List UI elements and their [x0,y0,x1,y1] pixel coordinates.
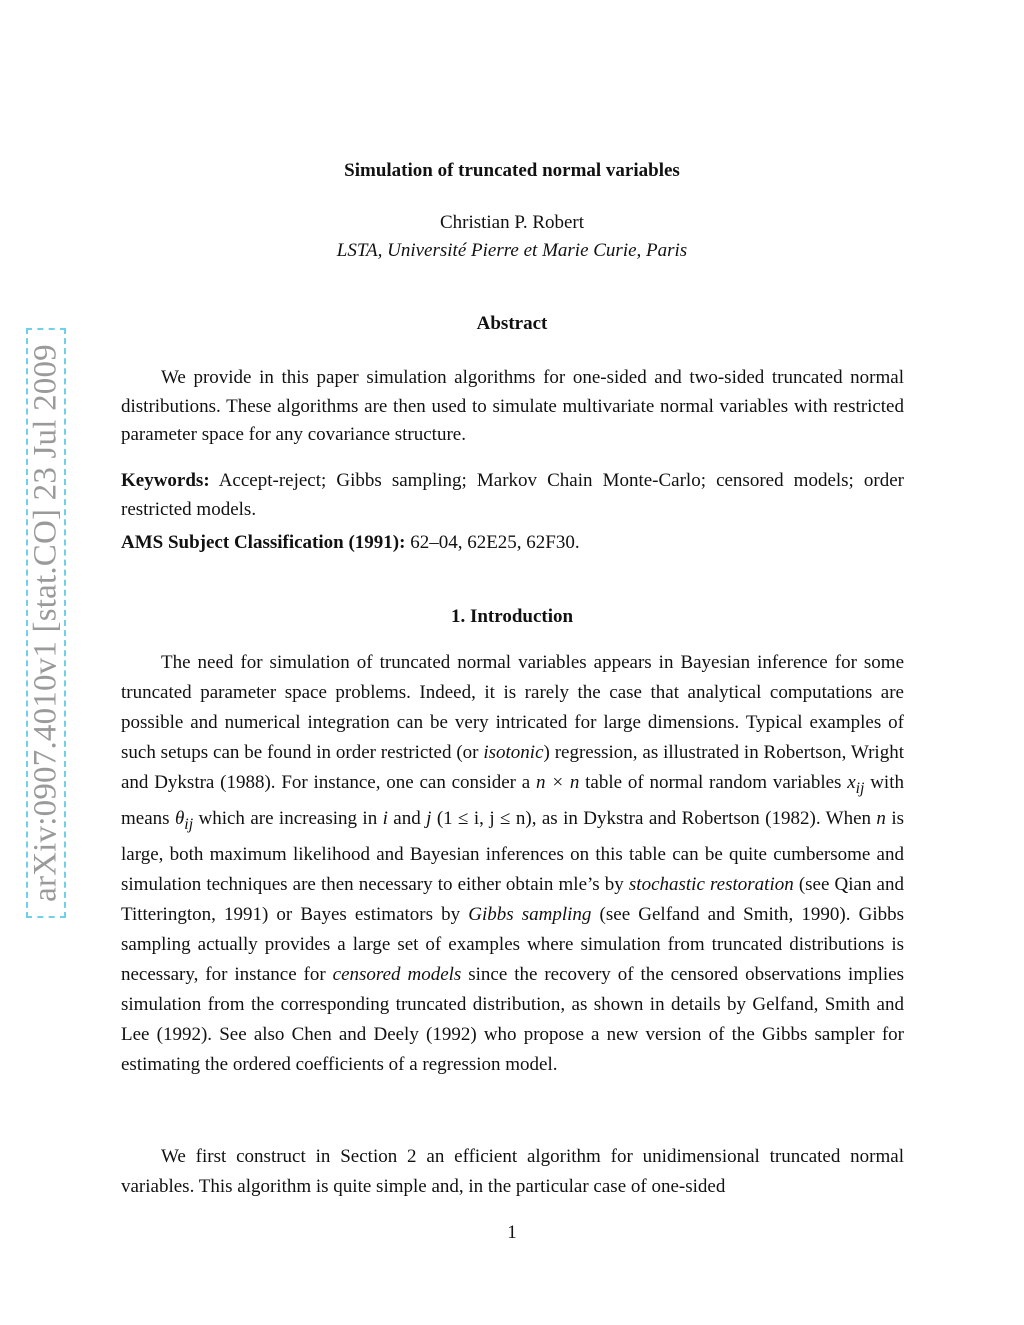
keywords [121,467,904,524]
math-n: n [876,807,886,829]
math-n-by-n: n × n [535,772,580,793]
intro-paragraph-2: We first construct in Section 2 an efficient algorithm for unidimensional truncated normal variables. This algorithm is quite simple and, in the particular case of one-sided [121,1146,904,1197]
ams-codes: 62–04, 62E25, 62F30. [410,532,580,553]
ams-label: AMS Subject Classification (1991): [121,532,406,553]
arxiv-identifier-text: arXiv:0907.4010v1 [stat.CO] 23 Jul 2009 [27,344,64,902]
keywords-text: Accept-reject; Gibbs sampling; Markov Chain Monte-Carlo; censored models; order restricted models. [121,470,905,520]
page-number: 1 [507,1222,517,1243]
math-theta-ij: $\theta_{ij}$ [174,807,194,833]
paper-title: Simulation of truncated normal variables [344,160,680,181]
emphasis-censored-models: censored models [332,963,462,985]
author-affiliation: LSTA, Université Pierre et Marie Curie, Paris [336,240,688,261]
math-i: i [382,807,388,829]
emphasis-stochastic-restoration: stochastic restoration [628,873,794,895]
math-x-ij: $x_{ij}$ [847,772,865,797]
author-name: Christian P. Robert [439,212,585,233]
keywords-label: Keywords: [121,470,210,491]
emphasis-gibbs-sampling: Gibbs sampling [468,903,592,925]
intro-paragraph-1: The need for simulation of truncated normal variables appears in Bayesian inference for some truncated parameter space problems. Indeed, it is rarely the case that analytical computations are possible and numerical integration can be very intricated for large dimensions. Typical examples of such setups can be found in order restricted (or isotonic) regression, as illustrated in Robertson, Wright and Dykstra (1988). For instance, one can consider a n × n table of normal random variables $x_{ij}$ with means $\theta_{ij}$ which are increasing in i and j (1 ≤ i, j ≤ n), as in Dykstra and Robertson (1982). When n is large, both maximum likelihood and Bayesian inferences on this table can be quite cumbersome and simulation techniques are then necessary to either obtain mle’s by stochastic restoration (see Qian and Titterington, 1991) or Bayes estimators by Gibbs sampling (see Gelfand and Smith, 1990). Gibbs sampling actually provides a large set of examples where simulation from truncated distributions is necessary, for instance for censored models since the recovery of the censored observations implies simulation from the corresponding truncated distribution, as shown in details by Gelfand, Smith and Lee (1992). See also Chen and Deely (1992) who propose a new version of the Gibbs sampler for estimating the ordered coefficients of a regression model. [121,652,905,1075]
section-heading-introduction: 1. Introduction [450,606,574,627]
ams-classification [121,529,904,558]
abstract-heading: Abstract [476,313,548,334]
emphasis-isotonic: isotonic [483,742,544,763]
abstract-text: We provide in this paper simulation algorithms for one-sided and two-sided truncated normal distributions. These algorithms are then used to simulate multivariate normal variables with restricted parameter space for any covariance structure. [121,367,904,445]
math-index-range: (1 ≤ i, j ≤ n) [436,807,532,829]
math-j: j [426,807,432,829]
